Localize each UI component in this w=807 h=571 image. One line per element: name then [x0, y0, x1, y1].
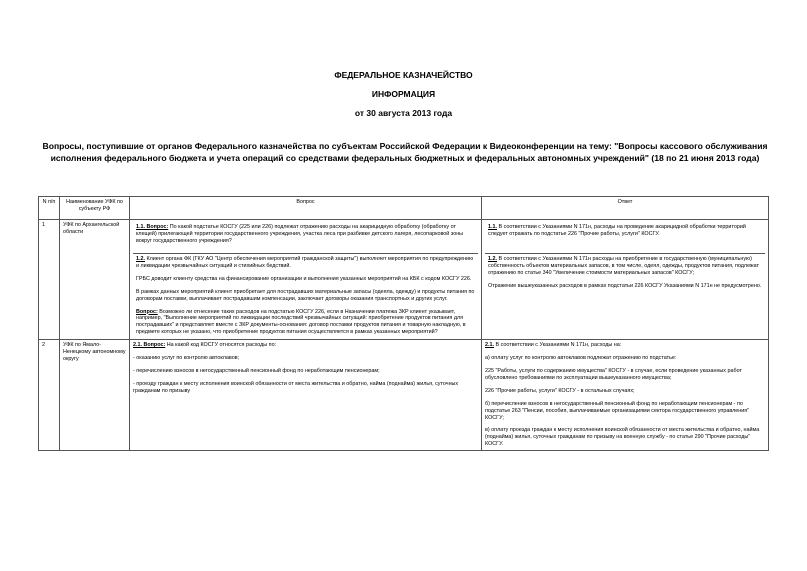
answer-text: В соответствии с Указаниями N 171н, расходы на проведение акарицидной обработки территорий следует отражать по подстатье 226 "Прочие работы, услуги" КОСГУ.	[488, 224, 746, 237]
qa-table	[38, 196, 769, 451]
header-question: Вопрос	[130, 197, 482, 220]
answer-item: 226 "Прочие работы, услуги" КОСГУ - в остальных случаях;	[485, 387, 635, 394]
answer-tag: 1.2.	[488, 256, 497, 262]
question-tag: 1.2.	[136, 256, 145, 262]
question-tag: 1.1. Вопрос:	[136, 224, 169, 230]
table-row	[39, 220, 769, 340]
row-question	[130, 220, 482, 340]
question-item: - перечислению взносов в негосударственный пенсионный фонд по неработающим пенсионерам;	[133, 367, 380, 374]
question-text: Возможно ли отнесение таких расходов на подстатью КОСГУ 226, если в Назначении платежа ЗКР клиент указывает, например, "Выполнение мероприятий по ликвидации последствий чрезвычайных ситуаций: приобретение продуктов питания для пострадавших" и представляет вместе с ЗКР документы-основания: договор поставки продуктов питания и товарную накладную, в предмете которых не указано, что приобретение продуктов питания осуществляется в рамках указанных мероприятий?	[136, 308, 466, 336]
row-num: 1	[39, 220, 60, 340]
header-num: N п/п	[39, 197, 60, 220]
header-answer: Ответ	[482, 197, 769, 220]
answer-text: В соответствии с Указаниями N 171н расходы на приобретение в государственную (муниципальную) собственность объектов материальных запасов, в том числе, одеял, одежды, продуктов питания, подлежат отражению по статье 340 "Увеличение стоимости материальных запасов" КОСГУ;	[488, 256, 759, 276]
row-answer	[482, 220, 769, 340]
answer-1-1	[485, 222, 765, 253]
question-text: Клиент органа ФК (ГКУ АО "Центр обеспечения мероприятий гражданской защиты") выполняет мероприятия по предупреждению и ликвидации чрезвычайных ситуаций и стихийных бедствий.	[136, 256, 474, 269]
answer-tag: 1.1.	[488, 224, 497, 230]
row-question	[130, 340, 482, 451]
header-ufk: Наименование УФК по субъекту РФ	[60, 197, 130, 220]
question-tag: 2.1. Вопрос:	[133, 342, 166, 349]
answer-1-2	[485, 253, 765, 291]
answer-item: а) оплату услуг по контролю автоклавов подлежат отражению по подстатье:	[485, 355, 677, 362]
answer-item: 225 "Работы, услуги по содержанию имущества" КОСГУ - в случае, если проведение указанных работ обусловлено требованиями по эксплуатации вышеуказанного имущества;	[485, 367, 742, 381]
question-item: - проезду граждан к месту исполнения воинской обязанности от места жительства и обратно, найма (поднайма) жилья, суточных гражданам по призыву	[133, 380, 459, 394]
answer-tag: 2.1.	[485, 342, 494, 349]
question-text: На какой код КОСГУ относятся расходы по:	[165, 342, 277, 349]
question-1-1	[133, 222, 478, 253]
question-tag: Вопрос:	[136, 308, 158, 315]
question-text: По какой подстатье КОСГУ (225 или 226) подлежат отражению расходы на акарицидную обработку (обработку от клещей) прилегающей территории государственного учреждения, участка леса при разбивке детского лагеря, лесопарковой зоны вокруг государственного учреждения?	[136, 224, 464, 244]
question-1-2	[133, 253, 478, 337]
doc-type: ИНФОРМАЦИЯ	[371, 89, 436, 99]
table-row	[39, 340, 769, 451]
row-num: 2	[39, 340, 60, 451]
question-item: - оказанию услуг по контролю автоклавов;	[133, 355, 240, 362]
answer-item: б) перечисление взносов в негосударственный пенсионный фонд по неработающим пенсионерам - по подстатье 263 "Пенсии, пособия, выплачиваемые организациями сектора государственного управления" КОСГУ;	[485, 400, 750, 421]
doc-date: от 30 августа 2013 года	[354, 108, 453, 118]
table-header-row	[39, 197, 769, 220]
question-paragraph: ГРБС доводит клиенту средства на финансирование организации и выполнения указанных мероприятий на КБК с кодом КОСГУ 226.	[136, 275, 472, 282]
answer-text: В соответствии с Указаниями N 171н, расходы на:	[494, 342, 622, 349]
answer-item: в) оплату проезда граждан к месту исполнения воинской обязанности от места жительства и обратно, найма (поднайма) жилья, суточных гражданам по призыву на военную службу - по статье 290 "Прочие расходы" КОСГУ.	[485, 427, 760, 448]
row-ufk: УФК по Ямало-Ненецкому автономному округу	[60, 340, 130, 451]
row-answer	[482, 340, 769, 451]
row-ufk: УФК по Архангельской области	[60, 220, 130, 340]
doc-subject: Вопросы, поступившие от органов Федерального казначейства по субъектам Российской Федерации к Видеоконференции на тему: "Вопросы кассового обслуживания исполнения федерального бюджета и учета операций со средствами федеральных бюджетных и федеральных автономных учреждений" (18 по 21 июня 2013 года)	[42, 141, 768, 163]
answer-paragraph: Отражение вышеуказанных расходов в рамках подстатьи 226 КОСГУ Указаниями N 171н не предусмотрено.	[488, 282, 762, 289]
question-paragraph: В рамках данных мероприятий клиент приобретает для пострадавших материальные запасы (одеяла, одежду) и продукты питания по договорам поставки, выплачивает пострадавшим компенсации, заключает договоры оказания транспортных и других услуг.	[136, 288, 475, 302]
org-title: ФЕДЕРАЛЬНОЕ КАЗНАЧЕЙСТВО	[334, 70, 473, 80]
